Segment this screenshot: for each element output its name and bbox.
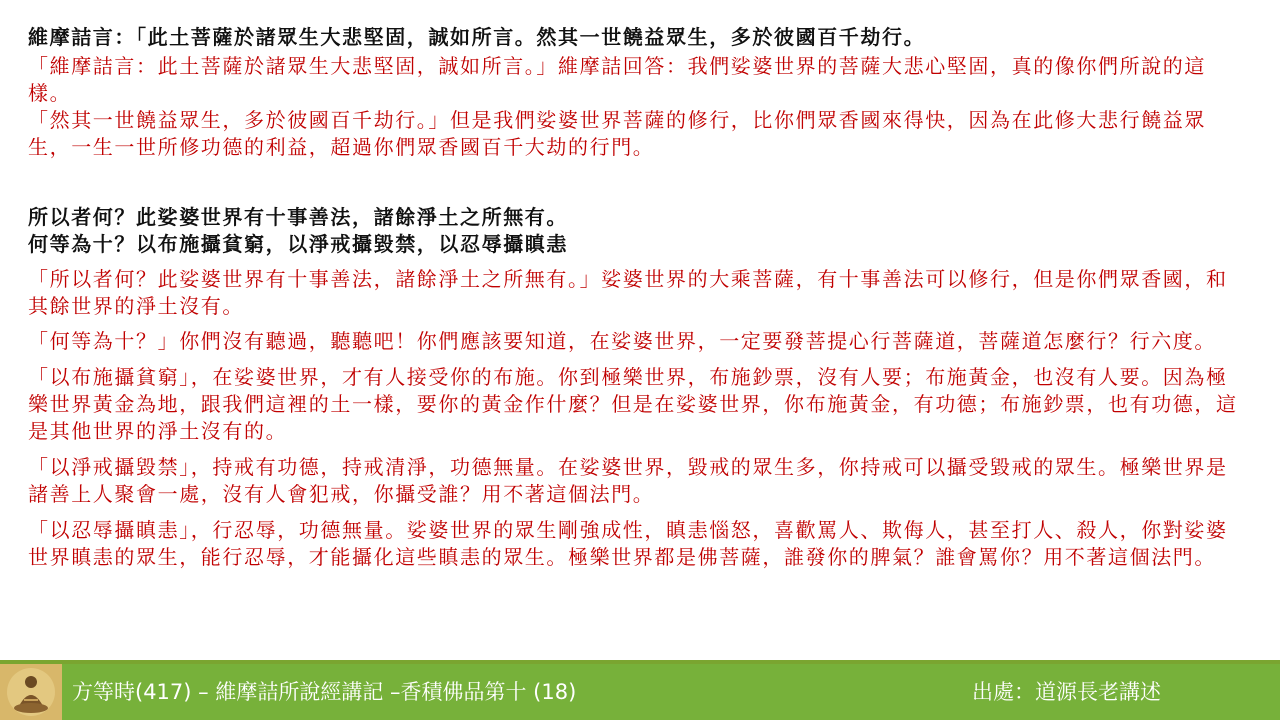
sutra-passage: 維摩詰言：「此土菩薩於諸眾生大悲堅固，誠如所言。然其一世饒益眾生，多於彼國百千劫行。 [28, 25, 926, 49]
commentary-paragraph: 「維摩詰言：此土菩薩於諸眾生大悲堅固，誠如所言。」維摩詰回答：我們娑婆世界的菩薩大悲心堅固，真的像你們所說的這樣。 [28, 54, 1206, 105]
footer-title: 方等時(417) – 維摩詰所說經講記 –香積佛品第十 (18) [72, 680, 577, 704]
commentary-paragraph: 「以淨戒攝毀禁」，持戒有功德，持戒清淨，功德無量。在娑婆世界，毀戒的眾生多，你持戒可以攝受毀戒的眾生。極樂世界是諸善上人聚會一處，沒有人會犯戒，你攝受誰？用不著這個法門。 [28, 455, 1228, 506]
seated-buddha-icon [0, 664, 62, 720]
sutra-passage: 何等為十？以布施攝貧窮，以淨戒攝毀禁，以忍辱攝瞋恚 [28, 232, 568, 256]
slide-content [28, 24, 1243, 571]
footer-bar [0, 664, 1280, 720]
sutra-passage: 所以者何？此娑婆世界有十事善法，諸餘淨土之所無有。 [28, 205, 568, 229]
commentary-paragraph: 「何等為十？」你們沒有聽過，聽聽吧！你們應該要知道，在娑婆世界，一定要發菩提心行菩薩道，菩薩道怎麼行？行六度。 [28, 329, 1216, 353]
commentary-paragraph: 「所以者何？此娑婆世界有十事善法，諸餘淨土之所無有。」娑婆世界的大乘菩薩，有十事善法可以修行，但是你們眾香國，和其餘世界的淨土沒有。 [28, 267, 1228, 318]
commentary-paragraph: 「以布施攝貧窮」，在娑婆世界，才有人接受你的布施。你到極樂世界，布施鈔票，沒有人要；布施黃金，也沒有人要。因為極樂世界黃金為地，跟我們這裡的土一樣，要你的黃金作什麼？但是在娑婆世界，你布施黃金，有功德；布施鈔票，也有功德，這是其他世界的淨土沒有的。 [28, 365, 1238, 443]
commentary-paragraph: 「然其一世饒益眾生，多於彼國百千劫行。」但是我們娑婆世界菩薩的修行，比你們眾香國來得快，因為在此修大悲行饒益眾生，一生一世所修功德的利益，超過你們眾香國百千大劫的行門。 [28, 108, 1206, 159]
commentary-paragraph: 「以忍辱攝瞋恚」，行忍辱，功德無量。娑婆世界的眾生剛強成性，瞋恚惱怒，喜歡罵人、欺侮人，甚至打人、殺人，你對娑婆世界瞋恚的眾生，能行忍辱，才能攝化這些瞋恚的眾生。極樂世界都是佛菩薩，誰發你的脾氣？誰會罵你？用不著這個法門。 [28, 518, 1228, 569]
footer-source: 出處：道源長老講述 [972, 680, 1161, 704]
